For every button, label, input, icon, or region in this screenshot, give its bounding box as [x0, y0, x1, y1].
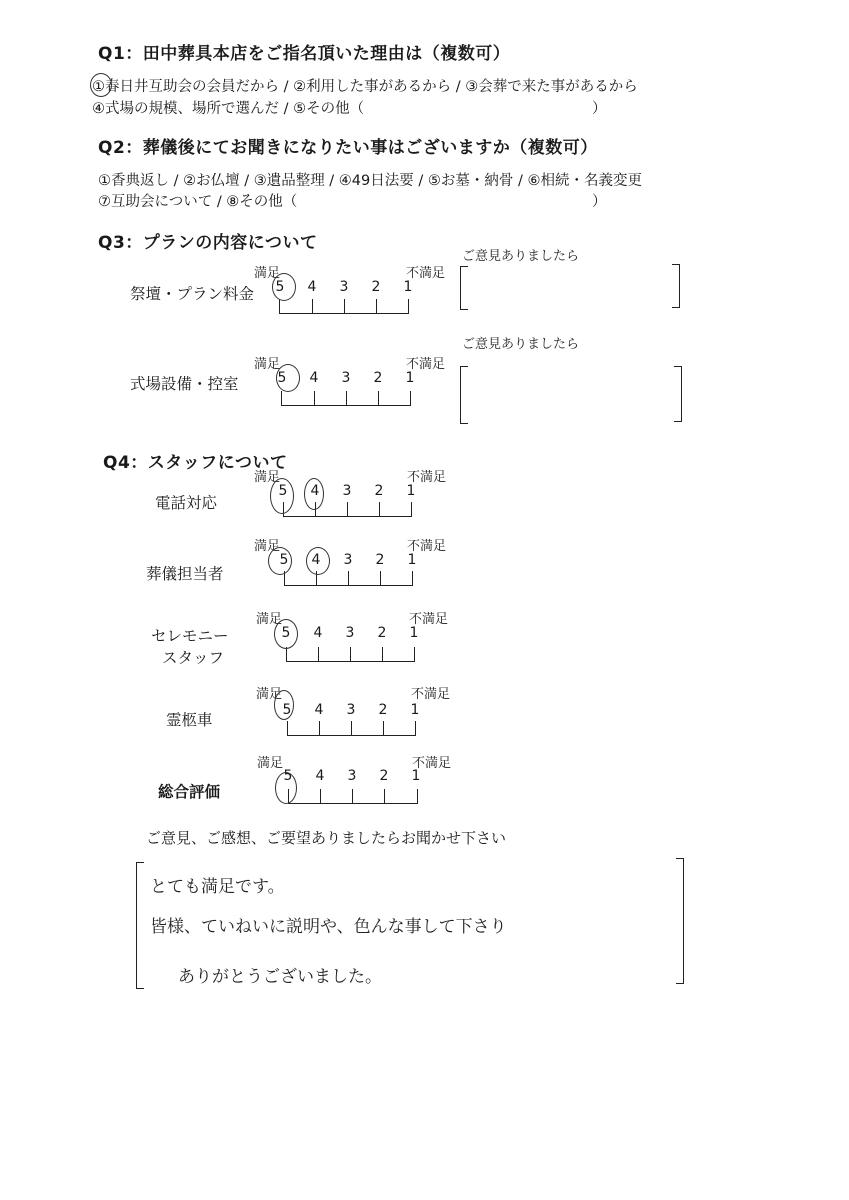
comment-line: とても満足です。 [150, 877, 285, 897]
scale-tick [279, 299, 280, 313]
scale-tick [312, 299, 313, 313]
scale-number-1: 1 [403, 279, 413, 295]
selected-mark-circle [270, 478, 294, 514]
scale-tick [344, 299, 345, 313]
q4-title: Q4：スタッフについて [103, 453, 288, 473]
rating-scale-line [286, 661, 415, 662]
scale-number-4: 4 [315, 768, 325, 784]
scale-tick [378, 391, 379, 405]
hand-mark [304, 478, 324, 510]
scale-tick [287, 721, 288, 735]
rating-scale-line [281, 405, 411, 406]
q4-item-label: 葬儀担当者 [146, 565, 224, 583]
scale-dissatisfied-label: 不満足 [411, 687, 451, 702]
scale-tick [319, 721, 320, 735]
scale-number-1: 1 [406, 483, 416, 499]
scale-satisfied-label: 満足 [256, 687, 283, 702]
scale-number-5: 5 [279, 552, 289, 568]
q4-item-label-overall: 総合評価 [158, 783, 221, 801]
comment-bracket-right [672, 264, 680, 308]
scale-number-3: 3 [339, 279, 349, 295]
comments-label: ご意見、ご感想、ご要望ありましたらお聞かせ下さい [146, 829, 507, 847]
scale-number-5: 5 [281, 625, 291, 641]
scale-tick [417, 789, 418, 803]
scale-dissatisfied-label: 不満足 [412, 756, 452, 771]
comment-line: ありがとうございました。 [178, 967, 382, 987]
q1-title: Q1：田中葬具本店をご指名頂いた理由は（複数可） [98, 44, 511, 64]
scale-satisfied-label: 満足 [254, 539, 281, 554]
q2-title: Q2：葬儀後にてお聞きになりたい事はございますか（複数可） [98, 138, 598, 158]
q3-comment-label: ご意見ありましたら [462, 249, 580, 264]
scale-number-4: 4 [310, 483, 320, 499]
scale-number-1: 1 [411, 768, 421, 784]
scale-tick [411, 502, 412, 516]
selected-mark-circle [272, 273, 296, 301]
scale-number-4: 4 [314, 702, 324, 718]
q3-title: Q3：プランの内容について [98, 233, 318, 253]
rating-scale-line [284, 585, 413, 586]
scale-satisfied-label: 満足 [256, 612, 283, 627]
q3-item-label: 祭壇・プラン料金 [130, 285, 255, 303]
scale-number-3: 3 [341, 370, 351, 386]
scale-number-5: 5 [283, 768, 293, 784]
comment-bracket-left [460, 366, 468, 424]
scale-number-4: 4 [313, 625, 323, 641]
comments-bracket-right [676, 858, 684, 984]
q2-close-paren: ） [592, 194, 607, 210]
selected-mark-circle [274, 619, 298, 649]
scale-number-3: 3 [345, 625, 355, 641]
hand-mark [306, 547, 330, 575]
scale-number-4: 4 [311, 552, 321, 568]
scale-tick [281, 391, 282, 405]
scale-number-2: 2 [378, 702, 388, 718]
scale-number-1: 1 [409, 625, 419, 641]
q2-options-line2: ⑦互助会について / ⑧その他（ [98, 194, 298, 210]
scale-tick [383, 721, 384, 735]
scale-dissatisfied-label: 不満足 [406, 266, 446, 281]
q2-options-line1: ①香典返し / ②お仏壇 / ③遺品整理 / ④49日法要 / ⑤お墓・納骨 / ⑥相続・名義変更 [98, 173, 642, 189]
scale-tick [379, 502, 380, 516]
scale-number-1: 1 [410, 702, 420, 718]
scale-satisfied-label: 満足 [254, 266, 281, 281]
q1-close-paren: ） [592, 101, 607, 117]
scale-number-3: 3 [343, 552, 353, 568]
scale-tick [414, 647, 415, 661]
scale-dissatisfied-label: 不満足 [409, 612, 449, 627]
scale-satisfied-label: 満足 [254, 470, 281, 485]
scale-tick [318, 647, 319, 661]
comments-bracket-left [136, 862, 144, 989]
scale-tick [384, 789, 385, 803]
comment-bracket-left [460, 266, 468, 310]
q1-options-line1: ①春日井互助会の会員だから / ②利用した事があるから / ③会葬で来た事があるから [92, 79, 638, 95]
scale-number-5: 5 [278, 483, 288, 499]
scale-number-3: 3 [342, 483, 352, 499]
scale-number-1: 1 [405, 370, 415, 386]
scale-number-2: 2 [373, 370, 383, 386]
q4-item-label: 電話対応 [155, 494, 218, 512]
scale-dissatisfied-label: 不満足 [407, 470, 447, 485]
comment-bracket-right [674, 366, 682, 422]
scale-tick [347, 502, 348, 516]
scale-satisfied-label: 満足 [257, 756, 284, 771]
rating-scale-line [279, 313, 409, 314]
scale-number-4: 4 [309, 370, 319, 386]
q3-comment-label: ご意見ありましたら [462, 337, 580, 352]
scale-tick [376, 299, 377, 313]
scale-tick [410, 391, 411, 405]
scale-number-4: 4 [307, 279, 317, 295]
q3-item-label: 式場設備・控室 [130, 375, 239, 393]
comment-line: 皆様、ていねいに説明や、色んな事して下さり [150, 917, 507, 937]
selected-mark-circle [275, 772, 297, 804]
scale-satisfied-label: 満足 [254, 357, 281, 372]
scale-dissatisfied-label: 不満足 [406, 357, 446, 372]
scale-number-1: 1 [407, 552, 417, 568]
scale-tick [320, 789, 321, 803]
selected-mark-circle [274, 690, 294, 720]
scale-number-3: 3 [346, 702, 356, 718]
scale-tick [350, 647, 351, 661]
q4-item-label: 霊柩車 [166, 711, 213, 729]
scale-number-5: 5 [275, 279, 285, 295]
rating-scale-line [283, 516, 412, 517]
scale-tick [415, 721, 416, 735]
scale-tick [408, 299, 409, 313]
scale-tick [351, 721, 352, 735]
scale-number-2: 2 [377, 625, 387, 641]
scale-tick [348, 571, 349, 585]
scale-dissatisfied-label: 不満足 [407, 539, 447, 554]
scale-number-2: 2 [371, 279, 381, 295]
scale-tick [314, 391, 315, 405]
scale-tick [352, 789, 353, 803]
scale-tick [286, 647, 287, 661]
q1-options-line2: ④式場の規模、場所で選んだ / ⑤その他（ [92, 101, 365, 117]
scale-number-3: 3 [347, 768, 357, 784]
scale-number-2: 2 [374, 483, 384, 499]
scale-tick [346, 391, 347, 405]
q1-hand-mark [90, 73, 112, 97]
scale-number-5: 5 [277, 370, 287, 386]
selected-mark-circle [268, 547, 292, 575]
scale-number-5: 5 [282, 702, 292, 718]
scale-tick [382, 647, 383, 661]
q4-item-label: セレモニー [151, 627, 229, 645]
scale-tick [380, 571, 381, 585]
rating-scale-line [288, 803, 418, 804]
selected-mark-circle [276, 364, 300, 392]
scale-number-2: 2 [375, 552, 385, 568]
scale-number-2: 2 [379, 768, 389, 784]
q4-item-label-line2: スタッフ [162, 649, 225, 667]
scale-tick [412, 571, 413, 585]
rating-scale-line [287, 735, 416, 736]
